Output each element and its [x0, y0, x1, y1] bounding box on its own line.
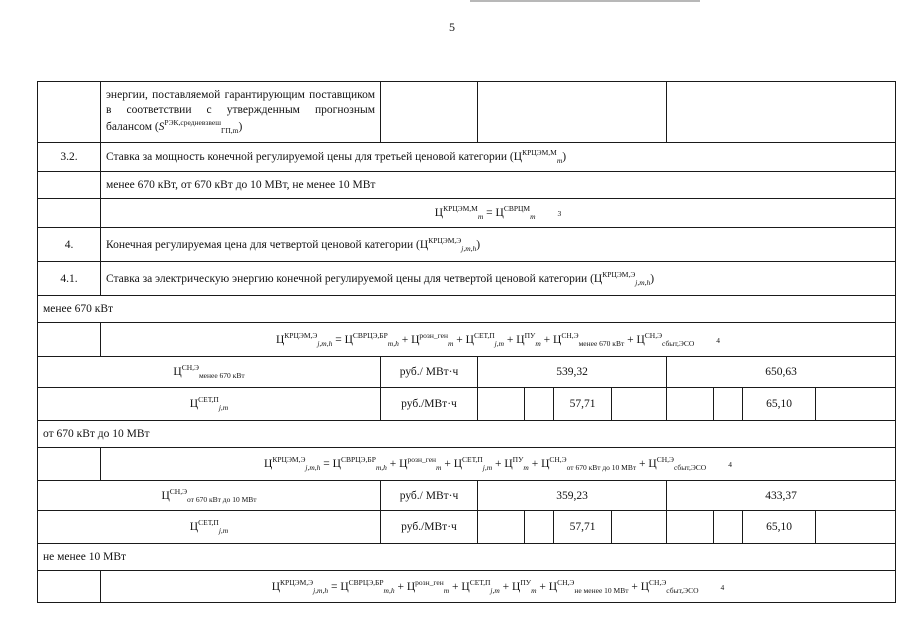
group-2-set-row — [38, 511, 896, 544]
group-1-formula-row — [38, 323, 896, 357]
formula-3-2: $Ц^{КРЦЭМ,М}_m = Ц^{СВРЦМ}_m$ 3 — [101, 199, 896, 228]
section-number: 3.2. — [38, 143, 101, 172]
section-3-2-range-row — [38, 172, 896, 199]
group-2-sn-row — [38, 481, 896, 511]
section-3-2-row — [38, 143, 896, 172]
group-label: менее 670 кВт — [38, 296, 896, 323]
intro-num-cell — [38, 82, 101, 143]
group-1-set-row — [38, 388, 896, 421]
tariff-table — [37, 81, 896, 603]
section-number: 4.1. — [38, 262, 101, 296]
value-cell: 433,37 — [667, 481, 896, 511]
page-number: 5 — [449, 20, 455, 34]
group-2-label-row — [38, 421, 896, 448]
section-3-2-formula-row — [38, 199, 896, 228]
group-label: не менее 10 МВт — [38, 544, 896, 571]
section-4-title: Конечная регулируемая цена для четвертой ценовой категории $(Ц^{КРЦЭМ,Э}_{j,m,h})$ — [101, 228, 896, 262]
sn-symbol: $Ц^{СН,Э}_{от 670 кВт до 10 МВт}$ — [38, 481, 381, 511]
value-cell: 359,23 — [478, 481, 667, 511]
group-label: от 670 кВт до 10 МВт — [38, 421, 896, 448]
value-cell: 650,63 — [667, 357, 896, 388]
formula-4-1-group-2: $Ц^{КРЦЭМ,Э}_{j,m,h} = Ц^{СВРЦЭ,БР}_{m,h} + Ц^{розн\_ген}_m + Ц^{СЕТ,П}_{j,m} + Ц^{ПУ}_m + Ц^{СН,Э}_{от 670 кВт до 10 МВт} + Ц^{СН,Э}_{сбыт,ЭСО}$ 4 — [101, 448, 896, 481]
footnote-mark: 4 — [716, 335, 721, 345]
section-3-2-title: Ставка за мощность конечной регулируемой цены для третьей ценовой категории $(Ц^{КРЦЭМ,М}_m)$ — [101, 143, 896, 172]
footnote-mark: 4 — [728, 460, 732, 470]
sn-symbol: $Ц^{СН,Э}_{менее 670 кВт}$ — [38, 357, 381, 388]
unit-cell: руб./МВт·ч — [381, 511, 478, 544]
intro-text: энергии, поставляемой гарантирующим поставщиком в соответствии с утвержденным прогнозным балансом $(S^{РЭК,средневзвеш}_{ГП,m})$ — [101, 82, 381, 143]
section-number: 4. — [38, 228, 101, 262]
intro-row — [38, 82, 896, 143]
set-symbol: $Ц^{СЕТ,П}_{j,m}$ — [38, 511, 381, 544]
value-cell: 65,10 — [743, 511, 816, 544]
intro-empty-2 — [478, 82, 667, 143]
footnote-mark: 4 — [720, 582, 725, 592]
value-cell: 65,10 — [743, 388, 816, 421]
section-4-1-row — [38, 262, 896, 296]
group-2-formula-row — [38, 448, 896, 481]
section-4-1-title: Ставка за электрическую энергию конечной регулируемой цены для четвертой ценовой категории $(Ц^{КРЦЭМ,Э}_{j,m,h})$ — [101, 262, 896, 296]
footnote-mark: 3 — [557, 209, 562, 219]
intro-empty-1 — [381, 82, 478, 143]
set-symbol: $Ц^{СЕТ,П}_{j,m}$ — [38, 388, 381, 421]
unit-cell: руб./ МВт·ч — [381, 481, 478, 511]
value-cell: 57,71 — [554, 388, 612, 421]
unit-cell: руб./ МВт·ч — [381, 357, 478, 388]
section-4-row — [38, 228, 896, 262]
group-3-formula-row — [38, 571, 896, 603]
range-label: менее 670 кВт, от 670 кВт до 10 МВт, не менее 10 МВт — [101, 172, 896, 199]
group-1-sn-row — [38, 357, 896, 388]
intro-empty-3 — [667, 82, 896, 143]
formula-4-1-group-1: $Ц^{КРЦЭМ,Э}_{j,m,h} = Ц^{СВРЦЭ,БР}_{m,h} + Ц^{розн\_ген}_m + Ц^{СЕТ,П}_{j,m} + Ц^{ПУ}_m + Ц^{СН,Э}_{менее 670 кВт} + Ц^{СН,Э}_{сбыт,ЭСО}$ 4 — [101, 323, 896, 357]
group-1-label-row — [38, 296, 896, 323]
unit-cell: руб./МВт·ч — [381, 388, 478, 421]
group-3-label-row — [38, 544, 896, 571]
value-cell: 57,71 — [554, 511, 612, 544]
scan-top-line — [470, 0, 700, 2]
formula-4-1-group-3: $Ц^{КРЦЭМ,Э}_{j,m,h} = Ц^{СВРЦЭ,БР}_{m,h} + Ц^{розн\_ген}_m + Ц^{СЕТ,П}_{j,m} + Ц^{ПУ}_m + Ц^{СН,Э}_{не менее 10 МВт} + Ц^{СН,Э}_{сбыт,ЭСО}$ 4 — [101, 571, 896, 603]
value-cell: 539,32 — [478, 357, 667, 388]
